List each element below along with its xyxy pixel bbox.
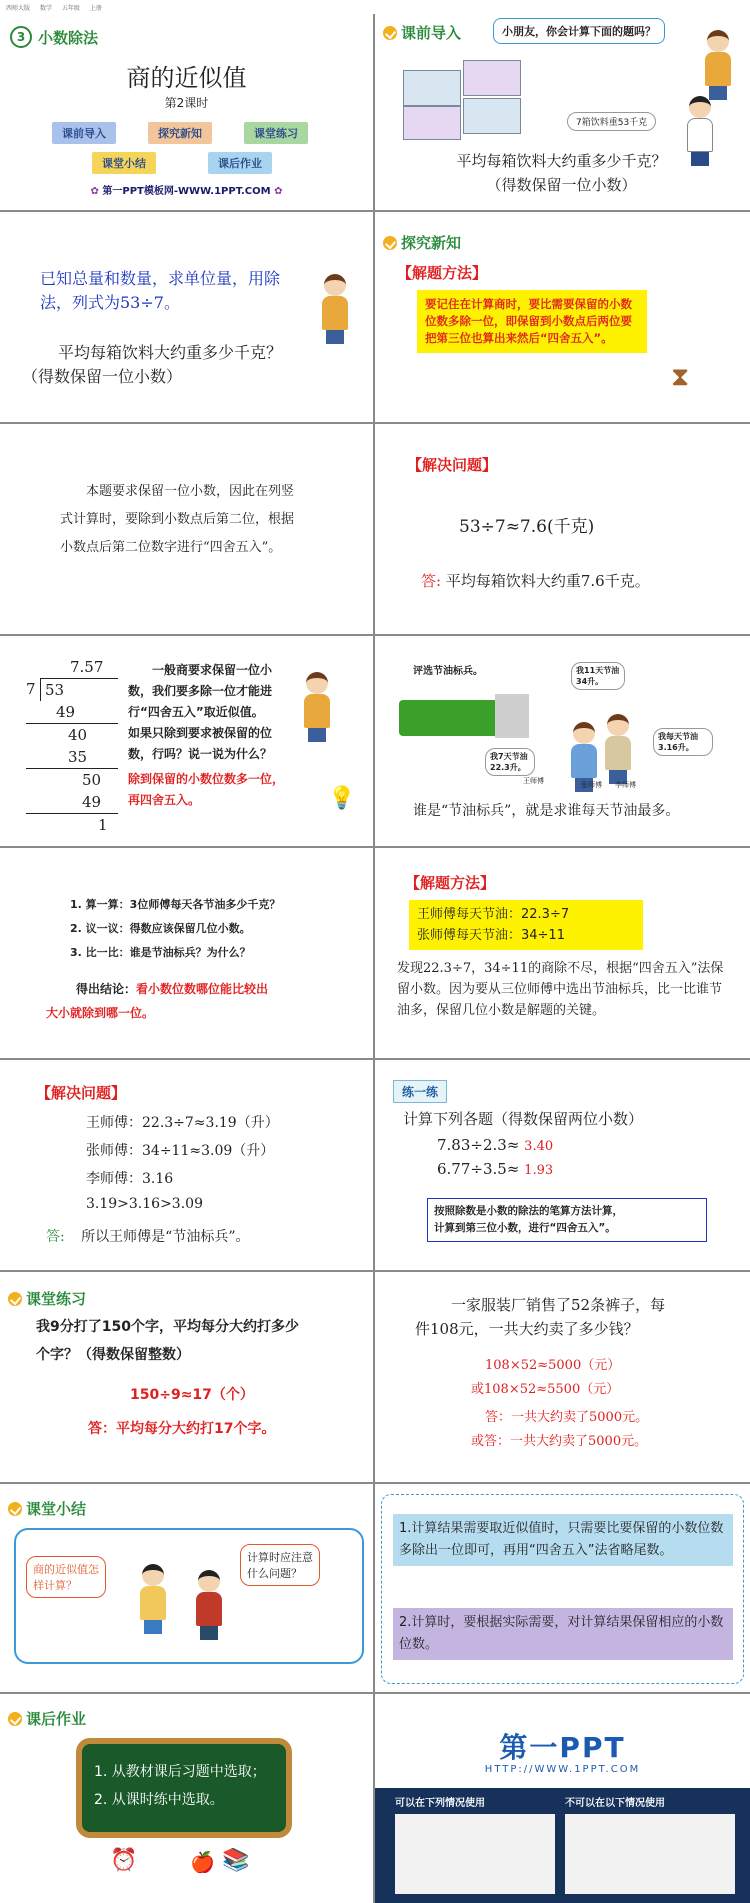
divisor: 7	[26, 680, 36, 698]
exercise-item	[437, 1160, 553, 1178]
page-subtitle: 第2课时	[164, 96, 209, 110]
answer-2: 或答：一共大约卖了5000元。	[471, 1434, 648, 1449]
page-title: 商的近似值	[126, 64, 247, 92]
not-allowed-title: 不可以在以下情况使用	[565, 1798, 665, 1809]
estimate-1: 108×52≈5000（元）	[485, 1358, 621, 1373]
note-line: 数，我们要多除一位才能进	[128, 684, 273, 698]
section-header	[8, 1288, 86, 1309]
bubble-text: 商的近似值怎样计算？	[33, 1563, 99, 1592]
apple-icon: 🍎	[190, 1850, 215, 1874]
section-title: 课堂练习	[26, 1290, 87, 1308]
unit-number-badge: 3	[10, 26, 32, 48]
task-item: 1. 算一算：3位师傅每天各节油多少千克？	[70, 898, 281, 911]
summary-point-2: 2.计算时，要根据实际需要，对计算结果保留相应的小数位数。	[393, 1608, 733, 1660]
weight-label: 7箱饮料重53千克	[567, 112, 656, 131]
solution-heading: 【解决问题】	[407, 456, 498, 474]
conclusion-line-1	[76, 980, 268, 997]
slide-homework	[0, 1694, 375, 1903]
check-icon	[8, 1502, 22, 1516]
slide-cover	[0, 14, 375, 212]
practice-answer: 答：平均每分大约打17个字。	[88, 1421, 276, 1437]
step-row: 1	[98, 816, 108, 834]
formula-text-2: 法，列式为53÷7。	[40, 293, 180, 312]
clock-icon: ⏰	[110, 1848, 138, 1873]
hourglass-icon: ⧗	[671, 362, 690, 392]
answer-label: 答:	[421, 572, 442, 590]
note-line: 一般商要求保留一位小	[152, 663, 273, 677]
answer-text: 平均每箱饮料大约重7.6千克。	[445, 572, 650, 590]
unit-name: 小数除法	[38, 28, 99, 47]
slide-summary	[0, 1484, 375, 1694]
step-row: 49	[26, 791, 118, 814]
flower-icon: ✿	[274, 186, 283, 197]
ppt-url[interactable]: HTTP://WWW.1PPT.COM	[484, 1764, 641, 1775]
formula-text-1: 已知总量和数量，求单位量，用除	[40, 269, 281, 288]
meta-volume: 上册	[89, 5, 102, 12]
not-allowed-links[interactable]	[565, 1814, 735, 1894]
meta-subject: 数学	[39, 5, 52, 12]
practice-equation: 150÷9≈17（个）	[130, 1387, 254, 1403]
exercise-item	[437, 1136, 553, 1154]
slide-exercise	[375, 1060, 750, 1272]
homework-item: 1. 从教材课后习题中选取；	[94, 1764, 266, 1780]
method-heading: 【解题方法】	[405, 874, 496, 892]
girl-figure	[140, 1564, 166, 1634]
name-zhang: 张师傅	[581, 781, 602, 789]
books-icon: 📚	[222, 1848, 250, 1873]
slide-credits	[375, 1694, 750, 1903]
tag-summary[interactable]: 课堂小结	[92, 152, 156, 174]
credits-panel	[375, 1788, 750, 1903]
conclusion-label: 得出结论：	[76, 982, 137, 996]
solution-answer	[46, 1226, 250, 1246]
exercise-note	[427, 1198, 707, 1242]
slide-long-division	[0, 636, 375, 848]
slide-practice-2	[375, 1272, 750, 1484]
exercise-answer: 3.40	[524, 1139, 554, 1154]
method-box: 要记住在计算商时，要比需要保留的小数位数多除一位，即保留到小数点后两位要把第三位也算出来然后“四舍五入”。	[417, 290, 647, 353]
question-line-2: 件108元，一共大约卖了多少钱？	[415, 1320, 639, 1338]
dividend: 53	[40, 678, 118, 701]
division-row	[26, 678, 126, 701]
tag-practice[interactable]: 课堂练习	[244, 122, 308, 144]
explain-line-2: 式计算时，要除到小数点后第二位，根据	[60, 512, 295, 527]
bubble-wang: 我11天节油34升。	[571, 662, 625, 690]
tag-intro[interactable]: 课前导入	[52, 122, 116, 144]
question-line-1: 一家服装厂销售了52条裤子，每	[451, 1296, 666, 1314]
exercise-expression: 6.77÷3.5≈	[437, 1160, 520, 1178]
chalkboard	[76, 1738, 292, 1838]
yellow-line: 张师傅每天节油：34÷11	[417, 928, 565, 943]
meta-publisher: 西师大版	[6, 5, 31, 12]
exercise-answer: 1.93	[524, 1163, 554, 1178]
method-heading: 【解题方法】	[397, 264, 488, 282]
slide-solution-2	[0, 1060, 375, 1272]
section-title: 课前导入	[401, 24, 462, 42]
bubble-zhang: 我7天节油22.3升。	[485, 748, 535, 776]
solution-line: 王师傅：22.3÷7≈3.19（升）	[86, 1115, 279, 1131]
site-credit	[0, 182, 373, 197]
estimate-2: 或108×52≈5500（元）	[471, 1382, 620, 1397]
rule-line: 除到保留的小数位数多一位，	[128, 772, 285, 786]
note-line: 如果只除到要求被保留的位	[128, 726, 273, 740]
boy-figure	[196, 1570, 222, 1640]
solution-heading: 【解决问题】	[36, 1084, 127, 1102]
teacher-figure	[705, 30, 731, 100]
summary-bubble-right: 计算时应注意什么问题？	[240, 1544, 320, 1586]
teacher-figure	[304, 672, 330, 742]
check-icon	[383, 236, 397, 250]
summary-point-1: 1.计算结果需要取近似值时，只需要比要保留的小数位数多除出一位即可，再用“四舍五入”法省略尾数。	[393, 1514, 733, 1566]
slide-tasks	[0, 848, 375, 1060]
section-title: 探究新知	[401, 234, 462, 252]
driver-figure	[605, 714, 631, 784]
allowed-title: 可以在下列情况使用	[395, 1798, 485, 1809]
step-row: 49	[26, 701, 118, 724]
bubble-li: 我每天节油3.16升。	[653, 728, 713, 756]
tag-homework[interactable]: 课后作业	[208, 152, 272, 174]
check-icon	[8, 1292, 22, 1306]
slide-formula	[0, 212, 375, 424]
step-row: 50	[82, 771, 102, 789]
step-row: 40	[68, 726, 88, 744]
yellow-line: 王师傅每天节油：22.3÷7	[417, 907, 570, 922]
lightbulb-icon: 💡	[328, 786, 356, 811]
check-icon	[8, 1712, 22, 1726]
division-notes	[128, 660, 284, 811]
slide-summary-points	[375, 1484, 750, 1694]
exercise-badge: 练一练	[393, 1080, 447, 1103]
slide-intro	[375, 0, 750, 212]
rule-line: 再四舍五入。	[128, 793, 201, 807]
slide-solution	[375, 424, 750, 636]
note-line: 计算到第三位小数，进行“四舍五入”。	[434, 1222, 616, 1234]
exercise-title: 计算下列各题（得数保留两位小数）	[403, 1110, 644, 1128]
solution-line: 李师傅：3.16	[86, 1171, 174, 1187]
ppt-logo: 第一PPT	[499, 1731, 626, 1764]
explain-line-3: 小数点后第二位数字进行“四舍五入”。	[60, 540, 282, 555]
scene-title: 评选节油标兵。	[413, 666, 483, 677]
conclusion-line-2: 大小就除到哪一位。	[46, 1006, 155, 1020]
solution-line: 3.19>3.16>3.09	[86, 1196, 203, 1212]
scene-question: 谁是“节油标兵”，就是求谁每天节油最多。	[413, 803, 680, 819]
drink-boxes	[403, 60, 523, 140]
name-li: 李师傅	[615, 781, 636, 789]
slide-practice	[0, 1272, 375, 1484]
homework-item: 2. 从课时练中选取。	[94, 1792, 224, 1808]
explain-line-1: 本题要求保留一位小数，因此在列竖	[86, 484, 295, 499]
step-row: 35	[26, 746, 118, 769]
section-header	[383, 22, 461, 43]
summary-bubble-left	[26, 1556, 106, 1598]
practice-question-1: 我9分打了150个字，平均每分大约打多少	[36, 1319, 299, 1335]
method-paragraph: 发现22.3÷7，34÷11的商除不尽，根据“四舍五入”法保留小数。因为要从三位师傅中选出节油标兵，比一比谁节油多，保留几位小数是解题的关键。	[397, 961, 724, 1018]
section-title: 课堂小结	[26, 1500, 87, 1518]
slide-fuel-scene	[375, 636, 750, 848]
question-line-1: 平均每箱饮料大约重多少千克？	[456, 152, 667, 170]
task-item: 2. 议一议：得数应该保留几位小数。	[70, 922, 251, 935]
note-line: 数，行吗？说一说为什么？	[128, 747, 273, 761]
flower-icon: ✿	[90, 186, 103, 197]
yellow-box	[409, 900, 643, 950]
solution-equation: 53÷7≈7.6(千克)	[459, 517, 595, 537]
task-item: 3. 比一比：谁是节油标兵？为什么？	[70, 946, 251, 959]
section-title: 课后作业	[26, 1710, 87, 1728]
section-header	[383, 232, 461, 253]
long-division	[26, 656, 126, 836]
conclusion-text: 看小数位数哪位能比较出	[136, 982, 269, 996]
meta-grade: 五年级	[61, 5, 80, 12]
question-line-2: （得数保留一位小数）	[486, 176, 637, 194]
quotient: 7.57	[70, 658, 104, 676]
answer-1: 答：一共大约卖了5000元。	[485, 1410, 649, 1425]
note-line: 按照除数是小数的除法的笔算方法计算，	[434, 1205, 623, 1217]
question-line-1: 平均每箱饮料大约重多少千克？	[58, 343, 283, 362]
section-header	[8, 1498, 86, 1519]
slide-method-2	[375, 848, 750, 1060]
note-line: 行“四舍五入”取近似值。	[128, 705, 264, 719]
check-icon	[383, 26, 397, 40]
section-header	[8, 1708, 86, 1729]
solution-answer	[421, 570, 650, 591]
answer-text: 所以王师傅是“节油标兵”。	[81, 1229, 250, 1245]
teacher-figure	[322, 274, 348, 344]
speech-bubble: 小朋友，你会计算下面的题吗？	[493, 18, 665, 44]
allowed-links[interactable]	[395, 1814, 555, 1894]
unit-header	[10, 26, 98, 48]
tag-explore[interactable]: 探究新知	[148, 122, 212, 144]
practice-question-2: 个字？（得数保留整数）	[36, 1347, 190, 1363]
exercise-expression: 7.83÷2.3≈	[437, 1136, 520, 1154]
site-credit-text: 第一PPT模板网-WWW.1PPT.COM	[102, 186, 271, 197]
slide-explanation	[0, 424, 375, 636]
slide-method	[375, 212, 750, 424]
answer-label: 答:	[46, 1229, 65, 1245]
name-wang: 王师傅	[523, 777, 544, 785]
question-line-2: （得数保留一位小数）	[22, 367, 183, 386]
solution-line: 张师傅：34÷11≈3.09（升）	[86, 1143, 275, 1159]
